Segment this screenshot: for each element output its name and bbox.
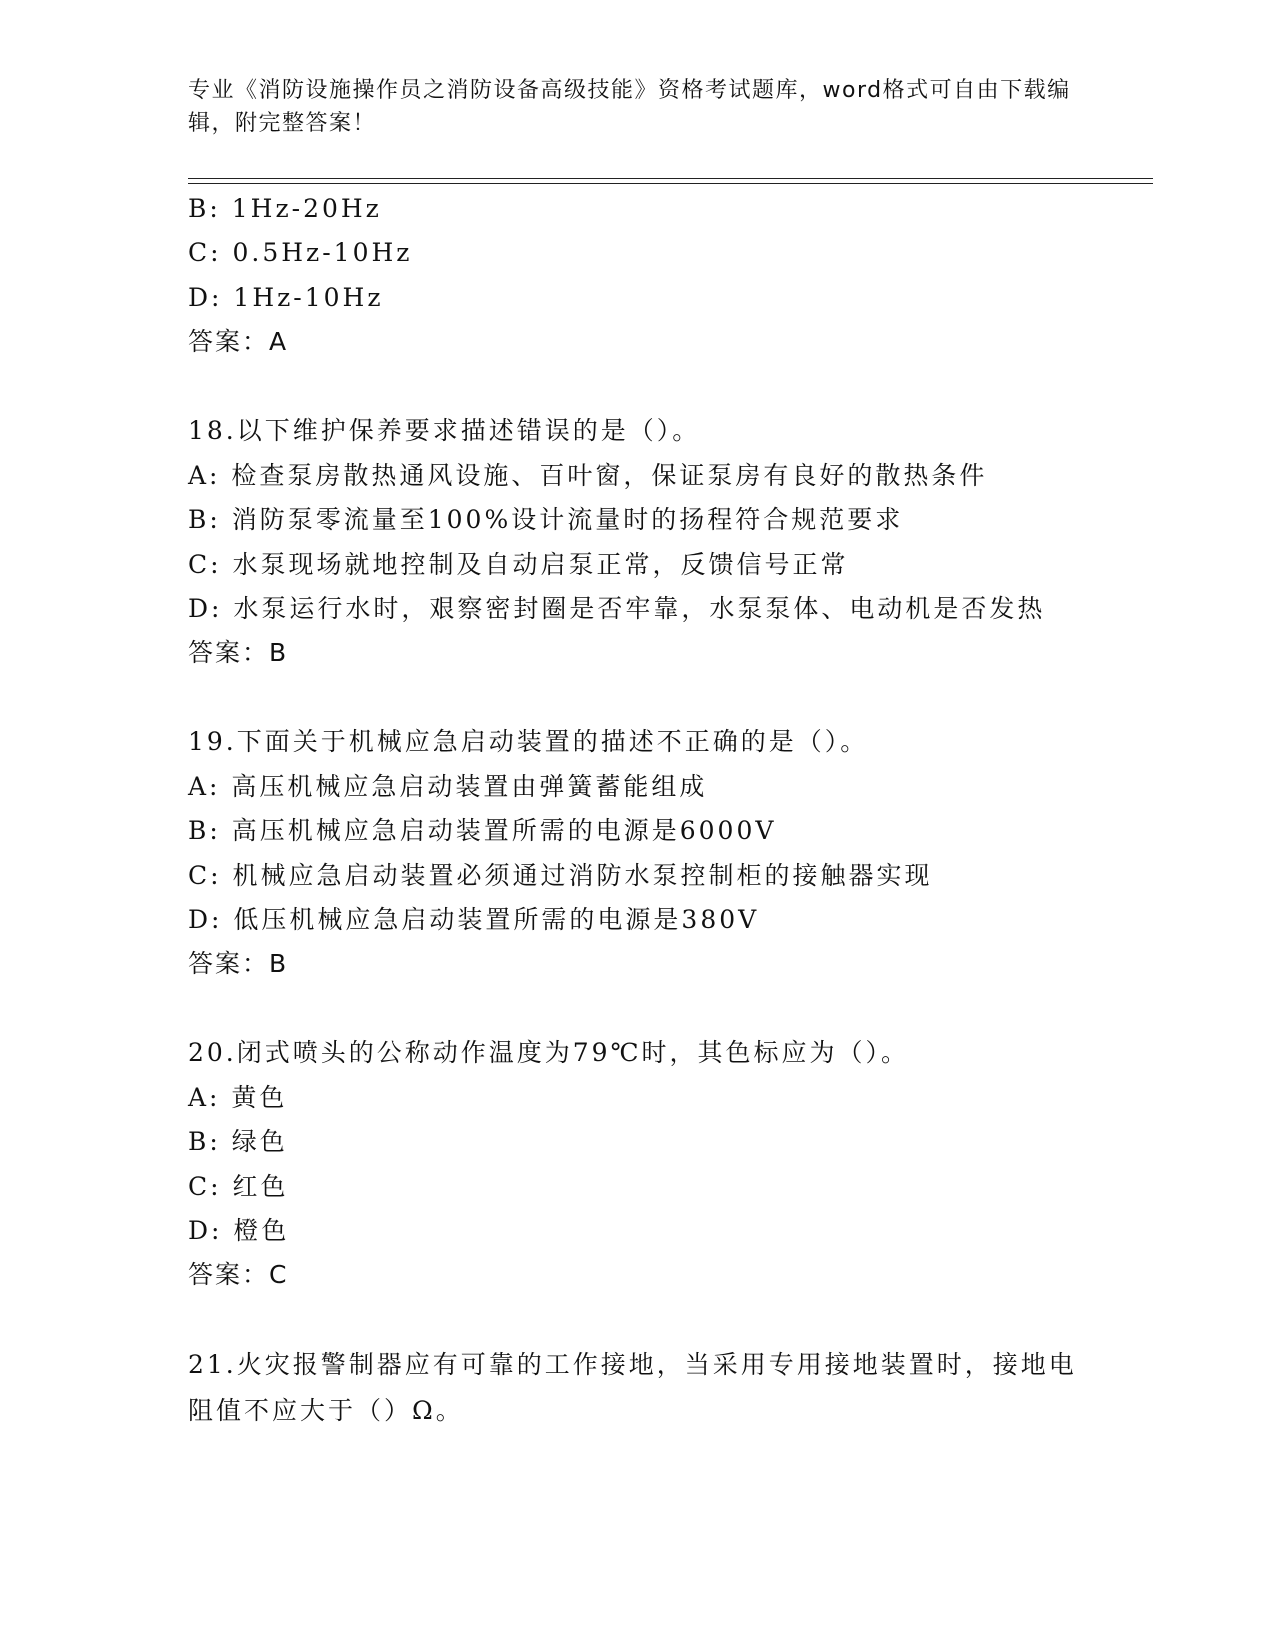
- q18-option-a: A: 检查泵房散热通风设施、百叶窗，保证泵房有良好的散热条件: [188, 461, 988, 490]
- q19-option-d: D: 低压机械应急启动装置所需的电源是380V: [188, 905, 760, 934]
- q18-stem: 18.以下维护保养要求描述错误的是（）。: [188, 416, 701, 445]
- q20-option-d: D: 橙色: [188, 1216, 290, 1245]
- q17-option-b: B: 1Hz-20Hz: [188, 194, 382, 223]
- q17-option-d: D: 1Hz-10Hz: [188, 283, 384, 312]
- q18-option-b: B: 消防泵零流量至100%设计流量时的扬程符合规范要求: [188, 505, 904, 534]
- q19-option-b: B: 高压机械应急启动装置所需的电源是6000V: [188, 816, 777, 845]
- q18-option-d: D: 水泵运行水时，艰察密封圈是否牢靠，水泵泵体、电动机是否发热: [188, 594, 1046, 623]
- document-header: 专业《消防设施操作员之消防设备高级技能》资格考试题库，word格式可自由下载编辑，附完整答案！: [188, 78, 1071, 136]
- q20-stem: 20.闭式喷头的公称动作温度为79℃时，其色标应为（）。: [188, 1038, 910, 1067]
- q20-option-a: A: 黄色: [188, 1083, 288, 1112]
- q20-option-b: B: 绿色: [188, 1127, 288, 1156]
- q20-answer: 答案：C: [188, 1260, 289, 1289]
- header-divider-bottom: [188, 183, 1153, 184]
- q17-answer: 答案：A: [188, 327, 289, 356]
- q19-stem: 19.下面关于机械应急启动装置的描述不正确的是（）。: [188, 727, 869, 756]
- q17-option-c: C: 0.5Hz-10Hz: [188, 238, 413, 267]
- q18-answer: 答案：B: [188, 638, 289, 667]
- q19-option-a: A: 高压机械应急启动装置由弹簧蓄能组成: [188, 772, 708, 801]
- q19-option-c: C: 机械应急启动装置必须通过消防水泵控制柜的接触器实现: [188, 861, 933, 890]
- header-divider-top: [188, 178, 1153, 179]
- q20-option-c: C: 红色: [188, 1172, 289, 1201]
- q21-stem: 21.火灾报警制器应有可靠的工作接地，当采用专用接地装置时，接地电阻值不应大于（）Ω。: [188, 1350, 1077, 1425]
- q18-option-c: C: 水泵现场就地控制及自动启泵正常，反馈信号正常: [188, 550, 849, 579]
- q19-answer: 答案：B: [188, 949, 289, 978]
